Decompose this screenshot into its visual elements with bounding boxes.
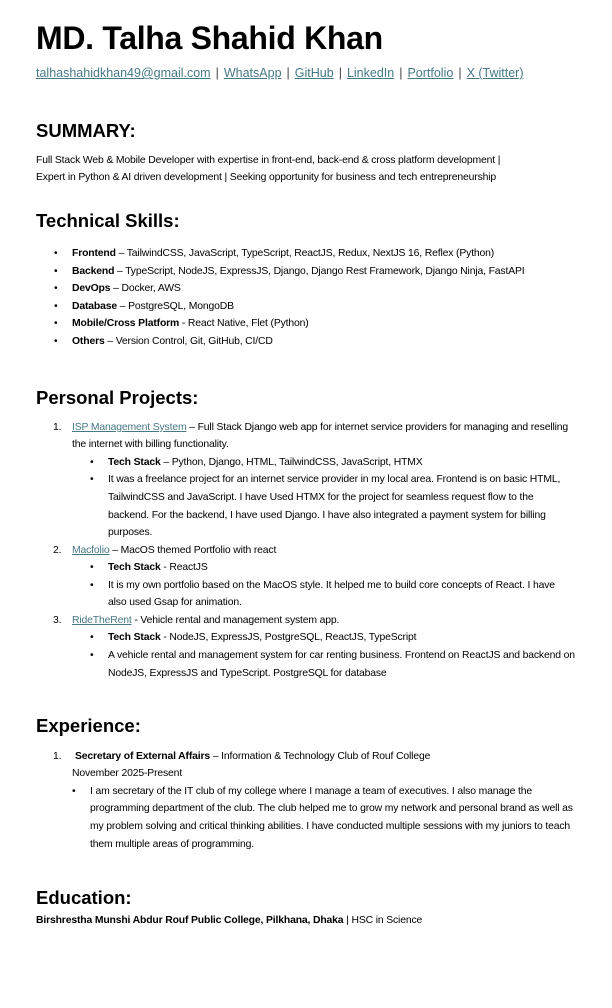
separator: | xyxy=(286,66,290,80)
experience-item xyxy=(36,748,584,853)
linkedin-link[interactable]: LinkedIn xyxy=(346,66,395,80)
skill-item xyxy=(36,245,582,263)
dash: – xyxy=(114,265,126,277)
separator: | xyxy=(399,66,403,80)
skill-item xyxy=(36,280,582,298)
project-details xyxy=(72,629,576,682)
skill-value: React Native, Flet (Python) xyxy=(187,318,309,330)
project-item xyxy=(36,542,576,612)
experience-list xyxy=(36,748,584,853)
project-details xyxy=(72,454,576,542)
role: Secretary of External Affairs xyxy=(75,751,211,762)
tech-stack-value: - ReactJS xyxy=(160,562,208,574)
experience-heading: Experience: xyxy=(36,715,141,736)
project-detail: • It is my own portfolio based on the MacOS style. It helped me to build core concepts of React. I have also used Gsap for animation. xyxy=(72,577,576,612)
project-link[interactable]: RideTheRent xyxy=(72,614,132,626)
organization: – Information & Technology Club of Rouf College xyxy=(210,751,431,762)
projects-heading: Personal Projects: xyxy=(36,387,199,408)
project-link[interactable]: ISP Management System xyxy=(72,422,187,433)
degree: HSC in Science xyxy=(351,915,423,926)
dash: – xyxy=(110,283,122,295)
skill-label: Frontend xyxy=(72,248,116,259)
tech-stack xyxy=(72,629,576,647)
portfolio-link[interactable]: Portfolio xyxy=(407,66,454,80)
dash: – xyxy=(117,300,129,312)
skill-item xyxy=(36,315,582,333)
school: Birshrestha Munshi Abdur Rouf Public College, Pilkhana, Dhaka xyxy=(36,915,344,926)
project-detail: • A vehicle rental and management system for car renting business. Frontend on ReactJS and backend on NodeJS, ExpressJS and TypeScript. PostgreSQL for database xyxy=(72,647,576,682)
separator: | xyxy=(215,66,219,80)
skill-value: TypeScript, NodeJS, ExpressJS, Django, Django Rest Framework, Django Ninja, FastAPI xyxy=(125,265,525,277)
summary-line: Expert in Python & AI driven development | Seeking opportunity for business and tech entrepreneurship xyxy=(36,171,497,183)
skill-value: Version Control, Git, GitHub, CI/CD xyxy=(115,335,273,347)
separator: | xyxy=(343,915,352,926)
dash: – xyxy=(104,335,116,347)
github-link[interactable]: GitHub xyxy=(294,66,334,80)
project-item xyxy=(36,612,576,682)
summary-heading: SUMMARY: xyxy=(36,120,136,141)
tech-stack xyxy=(72,454,576,472)
project-desc: - Vehicle rental and management system app. xyxy=(131,614,340,626)
contact-links xyxy=(36,66,582,80)
skills-heading: Technical Skills: xyxy=(36,210,180,231)
project-details xyxy=(72,559,576,612)
list-number: 1. xyxy=(53,422,62,433)
skill-label: Others xyxy=(72,335,105,347)
list-number: 3. xyxy=(53,614,62,626)
skills-list xyxy=(36,245,582,351)
skill-value: Docker, AWS xyxy=(121,283,181,295)
skill-label: Database xyxy=(72,300,118,312)
resume-name: MD. Talha Shahid Khan xyxy=(36,20,383,56)
twitter-link[interactable]: X (Twitter) xyxy=(466,66,524,80)
tech-stack-value: - NodeJS, ExpressJS, PostgreSQL, ReactJS, TypeScript xyxy=(160,632,417,644)
experience-detail: • I am secretary of the IT club of my college where I manage a team of executives. I also manage the programming department of the club. The club helped me to grow my network and personal brand as well as my problem solving and critical thinking abilities. I have conducted multiple sessions with my juniors to teach them multiple areas of programming. xyxy=(54,783,584,853)
project-desc: – Full Stack Django web app for internet service providers for managing and reselling the internet with billing functionality. xyxy=(72,422,569,451)
list-number: 1. xyxy=(53,751,62,762)
skill-label: Mobile/Cross Platform xyxy=(72,318,180,330)
separator: | xyxy=(458,66,462,80)
summary-line: Full Stack Web & Mobile Developer with expertise in front-end, back-end & cross platform development | xyxy=(36,155,501,166)
summary-text xyxy=(36,153,582,186)
education-entry xyxy=(36,913,582,930)
tech-stack-value: – Python, Django, HTML, TailwindCSS, JavaScript, HTMX xyxy=(160,456,423,468)
project-link[interactable]: Macfolio xyxy=(72,544,110,556)
project-item xyxy=(36,419,576,542)
separator: | xyxy=(338,66,342,80)
projects-list xyxy=(36,419,576,682)
dash: – xyxy=(115,248,127,259)
project-detail: • It was a freelance project for an internet service provider in my local area. Frontend is on basic HTML, TailwindCSS and JavaScript. I have Used HTMX for the project for seamless request flow to the backend. For the backend, I have used Django. I have also integrated a payment system for billing purposes. xyxy=(72,471,576,541)
tech-stack-label: Tech Stack xyxy=(108,456,161,468)
email-link[interactable]: talhashahidkhan49@gmail.com xyxy=(36,66,211,80)
dash: - xyxy=(179,318,188,330)
project-desc: – MacOS themed Portfolio with react xyxy=(109,544,277,556)
education-heading: Education: xyxy=(36,887,132,908)
period: November 2025-Present xyxy=(72,768,183,780)
skill-label: Backend xyxy=(72,265,115,277)
list-number: 2. xyxy=(53,544,62,556)
skill-item xyxy=(36,263,582,281)
tech-stack-label: Tech Stack xyxy=(108,562,161,574)
tech-stack-label: Tech Stack xyxy=(108,632,161,644)
experience-details xyxy=(54,783,584,853)
skill-value: PostgreSQL, MongoDB xyxy=(128,300,234,312)
skill-label: DevOps xyxy=(72,283,111,295)
tech-stack xyxy=(72,559,576,577)
skill-item xyxy=(36,298,582,316)
skill-value: TailwindCSS, JavaScript, TypeScript, ReactJS, Redux, NextJS 16, Reflex (Python) xyxy=(126,248,495,259)
whatsapp-link[interactable]: WhatsApp xyxy=(223,66,282,80)
skill-item xyxy=(36,333,582,351)
